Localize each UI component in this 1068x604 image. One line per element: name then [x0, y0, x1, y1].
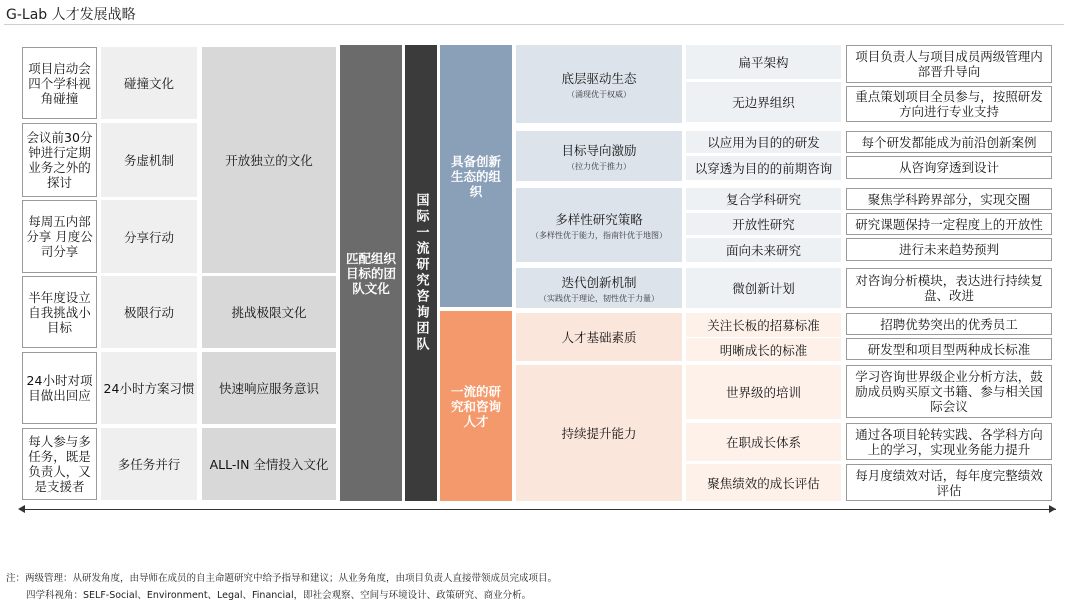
culture-box: 快速响应服务意识 [202, 352, 336, 424]
action-box: 通过各项目轮转实践、各学科方向上的学习，实现业务能力提升 [846, 423, 1052, 460]
footnote: 注：两级管理：从研发角度，由导师在成员的自主命题研究中给予指导和建议；从业务角度，由项目负责人直接带领成员完成项目。 [6, 573, 558, 584]
behavior-box: 24小时方案习惯 [101, 352, 197, 424]
mechanism-subtitle: （拉力优于推力） [567, 161, 631, 171]
practice-box: 项目启动会四个学科视角碰撞 [22, 47, 97, 119]
mechanism-box [516, 268, 682, 308]
behavior-box: 极限行动 [101, 276, 197, 348]
practice-box: 每人参与多任务，既是负责人，又是支援者 [22, 428, 97, 500]
action-box: 学习咨询世界级企业分析方法，鼓励成员购买原文书籍、参与相关国际会议 [846, 365, 1052, 418]
measure-box: 世界级的培训 [686, 365, 841, 419]
team-goal-box: 国际一流研究咨询团队 [405, 45, 437, 501]
behavior-box: 碰撞文化 [101, 47, 197, 119]
behavior-box: 多任务并行 [101, 428, 197, 500]
action-box: 研究课题保持一定程度上的开放性 [846, 213, 1052, 235]
action-box: 重点策划项目全员参与，按照研发方向进行专业支持 [846, 86, 1052, 122]
mechanism-title: 持续提升能力 [561, 426, 637, 441]
practice-box: 半年度设立自我挑战小目标 [22, 276, 97, 348]
action-box: 对咨询分析模块，表达进行持续复盘、改进 [846, 268, 1052, 308]
talent-box: 一流的研究和咨询人才 [440, 311, 512, 501]
practice-box: 每周五内部分享 月度公司分享 [22, 200, 97, 273]
action-box: 研发型和项目型两种成长标准 [846, 338, 1052, 360]
mechanism-subtitle: （多样性优于能力，指南针优于地图） [531, 230, 667, 240]
action-box: 招聘优势突出的优秀员工 [846, 313, 1052, 335]
mechanism-subtitle: （涌现优于权威） [567, 89, 631, 99]
measure-box: 在职成长体系 [686, 423, 841, 461]
mechanism-subtitle: （实践优于理论，韧性优于力量） [539, 293, 659, 303]
flow-arrow-line [20, 509, 1056, 510]
title-divider [4, 24, 1064, 25]
mechanism-title: 目标导向激励 [561, 142, 637, 158]
measure-box: 开放性研究 [686, 213, 841, 235]
culture-box: 开放独立的文化 [202, 47, 336, 273]
footnote: 四学科视角：SELF-Social、Environment、Legal、Financial，即社会观察、空间与环境设计、政策研究、商业分析。 [26, 590, 532, 601]
mechanism-title: 多样性研究策略 [555, 211, 643, 227]
measure-box: 关注长板的招募标准 [686, 313, 841, 337]
measure-box: 面向未来研究 [686, 238, 841, 262]
innovation-org-box: 具备创新生态的组织 [440, 45, 512, 307]
mechanism-box [516, 45, 682, 123]
mechanism-box [516, 313, 682, 361]
action-box: 进行未来趋势预判 [846, 238, 1052, 261]
action-box: 从咨询穿透到设计 [846, 156, 1052, 179]
measure-box: 无边界组织 [686, 82, 841, 122]
mechanism-box [516, 131, 682, 181]
culture-box: 挑战极限文化 [202, 276, 336, 348]
page-title: G-Lab 人才发展战略 [6, 7, 136, 23]
action-box: 每个研发都能成为前沿创新案例 [846, 131, 1052, 153]
behavior-box: 分享行动 [101, 200, 197, 273]
measure-box: 复合学科研究 [686, 188, 841, 210]
practice-box: 会议前30分钟进行定期业务之外的探讨 [22, 123, 97, 197]
mechanism-title: 人才基础素质 [561, 330, 637, 345]
arrow-right-icon [1049, 505, 1056, 513]
action-box: 聚焦学科跨界部分，实现交圈 [846, 188, 1052, 210]
behavior-box: 务虚机制 [101, 123, 197, 197]
measure-box: 聚焦绩效的成长评估 [686, 464, 841, 501]
action-box: 每月度绩效对话，每年度完整绩效评估 [846, 464, 1052, 501]
measure-box: 扁平架构 [686, 45, 841, 79]
measure-box: 微创新计划 [686, 268, 841, 308]
action-box: 项目负责人与项目成员两级管理内部晋升导向 [846, 45, 1052, 83]
culture-box: ALL-IN 全情投入文化 [202, 428, 336, 500]
mechanism-title: 底层驱动生态 [561, 70, 637, 86]
mechanism-box [516, 188, 682, 262]
team-culture-box: 匹配组织目标的团队文化 [340, 45, 402, 501]
mechanism-box [516, 365, 682, 501]
measure-box: 以应用为目的的研发 [686, 131, 841, 153]
arrow-left-icon [18, 505, 25, 513]
measure-box: 以穿透为目的的前期咨询 [686, 156, 841, 180]
mechanism-title: 迭代创新机制 [561, 274, 637, 290]
practice-box: 24小时对项目做出回应 [22, 352, 97, 424]
measure-box: 明晰成长的标准 [686, 338, 841, 361]
